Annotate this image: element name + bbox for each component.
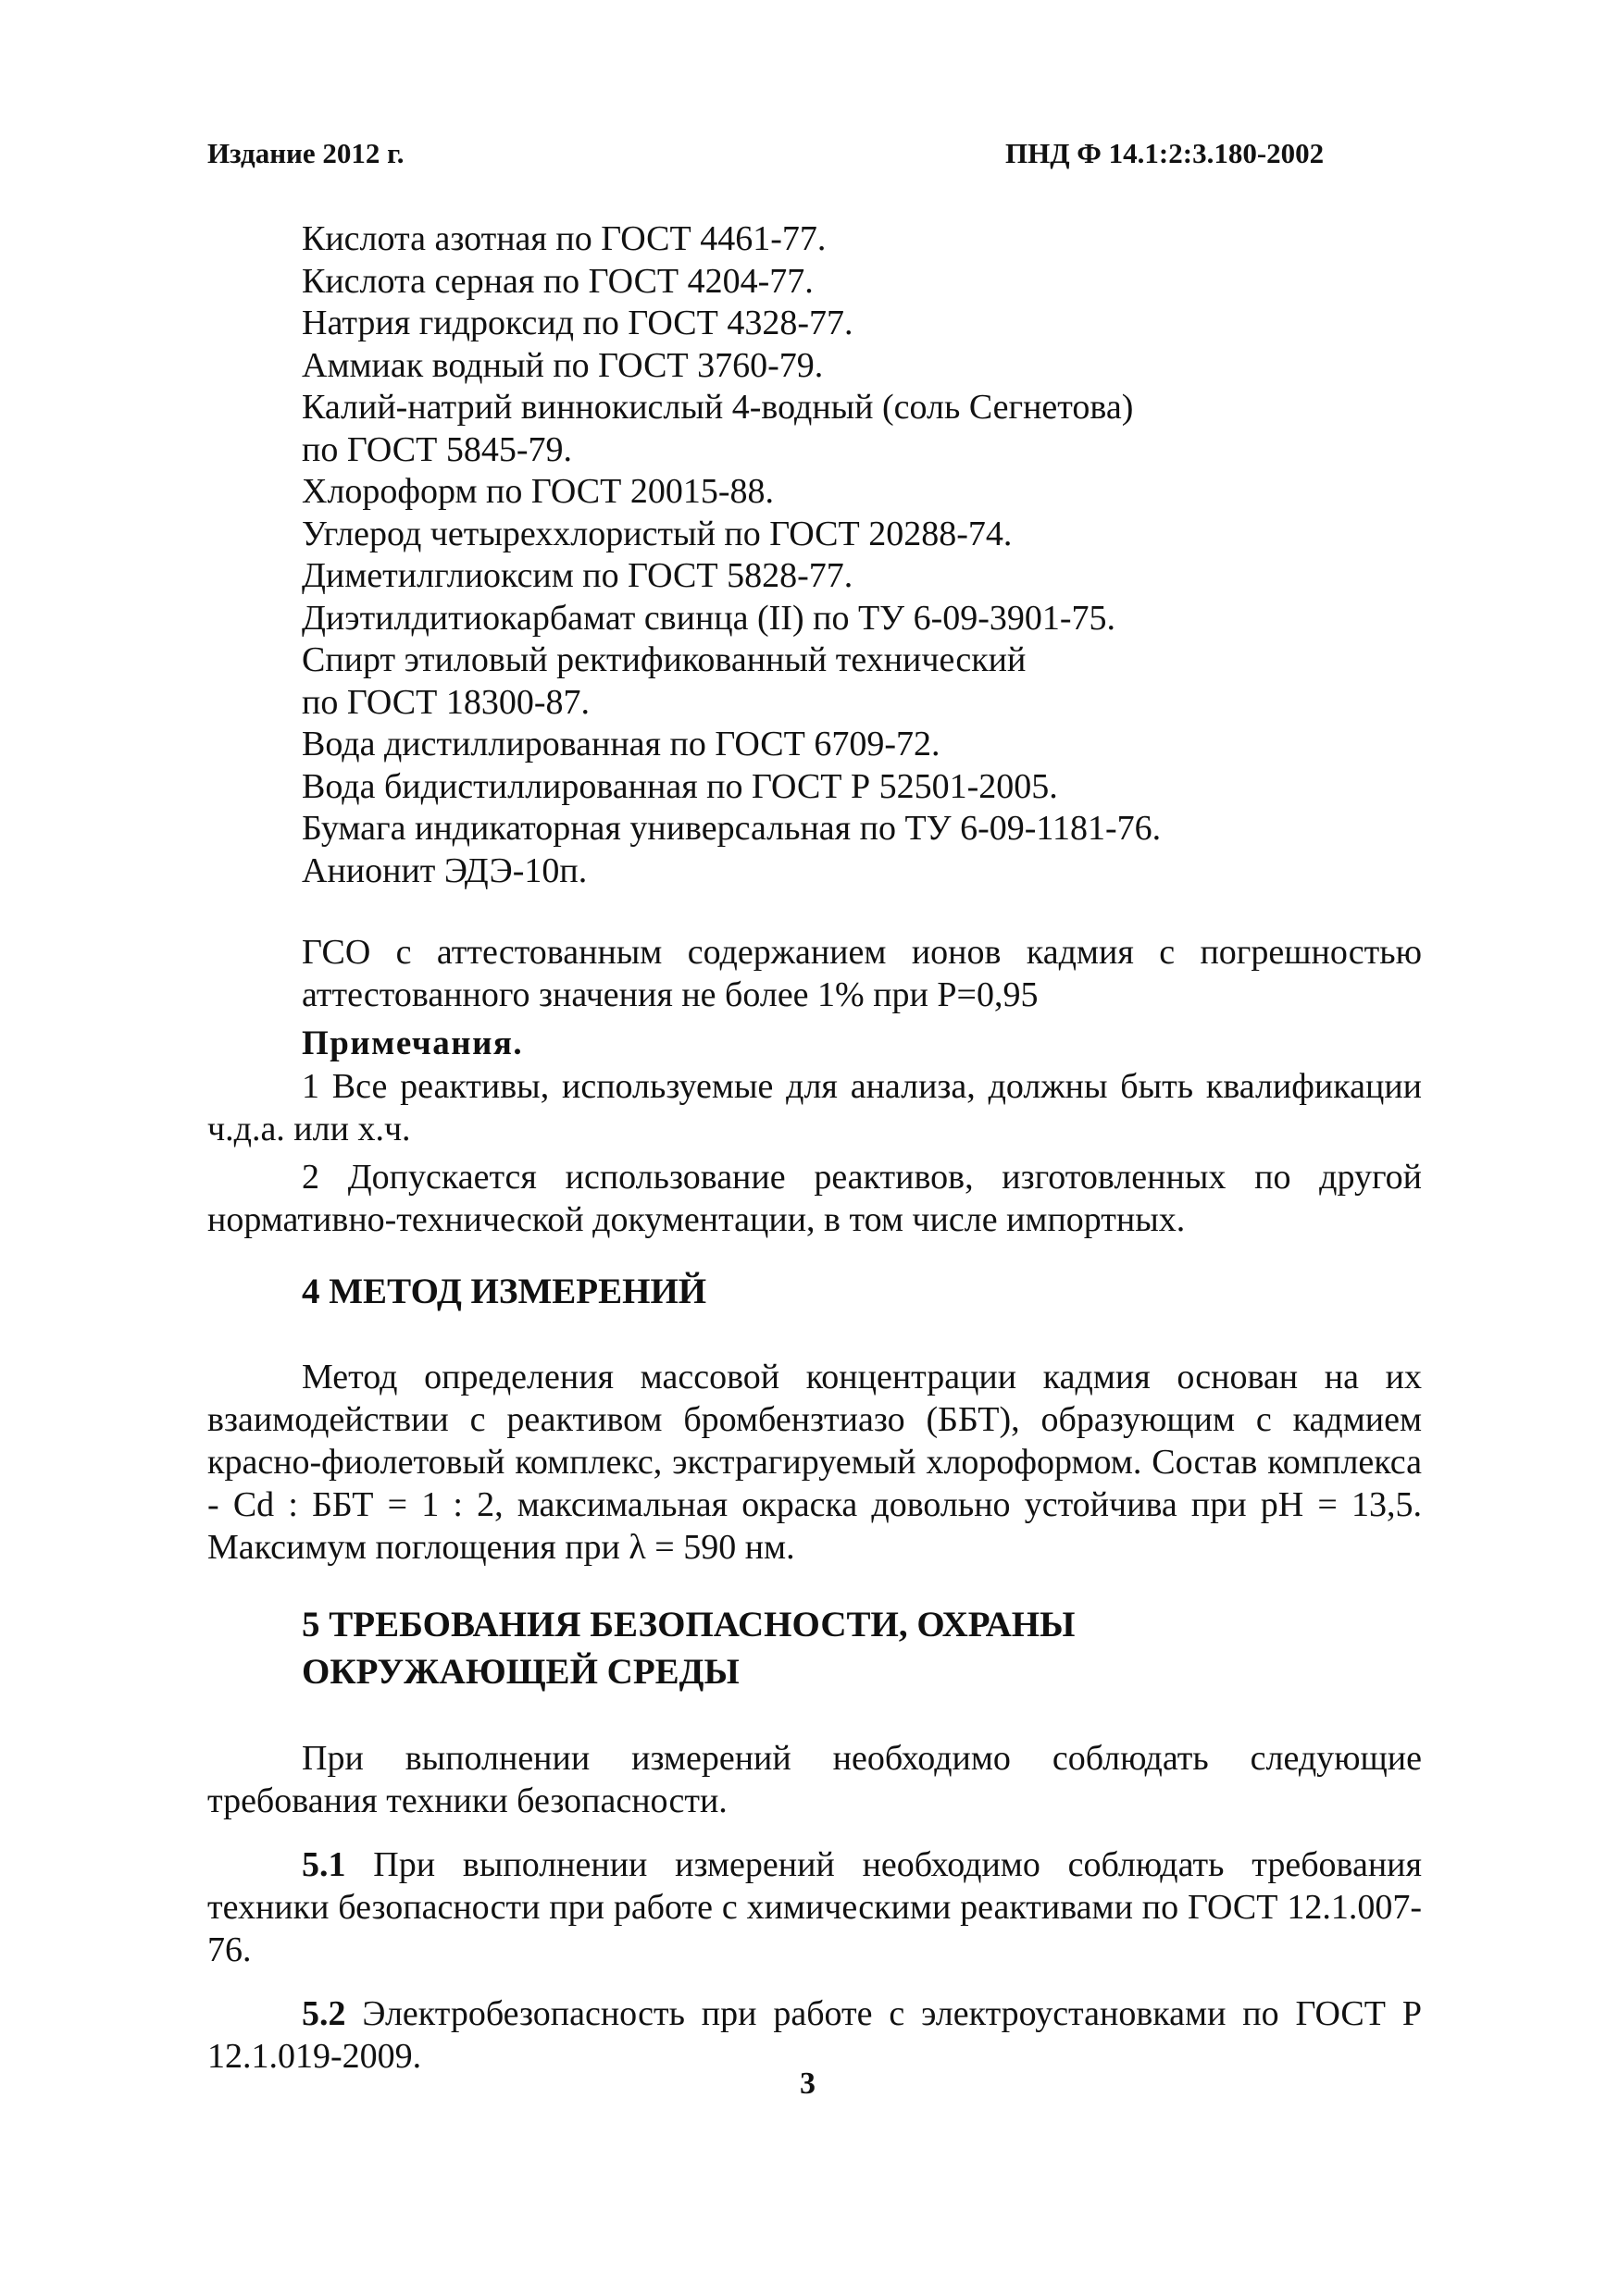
reagent-line: Вода дистиллированная по ГОСТ 6709-72. [302,725,940,763]
notes-title: Примечания. [302,1024,524,1062]
section-4-heading: 4 МЕТОД ИЗМЕРЕНИЙ [302,1272,707,1311]
note-item: 1 Все реактивы, используемые для анализа, должны быть квалификации ч.д.а. или х.ч. [207,1067,1422,1148]
reagent-line: Спирт этиловый ректификованный технический [302,640,1027,679]
reagent-line: Хлороформ по ГОСТ 20015-88. [302,472,774,511]
reagent-line: по ГОСТ 5845-79. [302,429,572,469]
reagent-line: Натрия гидроксид по ГОСТ 4328-77. [302,304,853,342]
notes-list [207,1065,1422,1241]
reagent-line: Диэтилдитиокарбамат свинца (II) по ТУ 6-09-3901-75. [302,598,1116,638]
reagent-line: по ГОСТ 18300-87. [302,682,590,722]
section-5-intro-block [207,1737,1422,1822]
section-5-heading-line1: 5 ТРЕБОВАНИЯ БЕЗОПАСНОСТИ, ОХРАНЫ [302,1605,1076,1644]
document-code: ПНД Ф 14.1:2:3.180-2002 [1005,137,1325,169]
reagent-line: Диметилглиоксим по ГОСТ 5828-77. [302,556,853,595]
section-5-intro: При выполнении измерений необходимо соблюдать следующие требования техники безопасности. [207,1739,1422,1820]
section-4-body [207,1356,1422,1569]
reagent-line: Кислота серная по ГОСТ 4204-77. [302,261,814,301]
reagents-list [302,218,1418,892]
reagent-line: Углерод четыреххлористый по ГОСТ 20288-74. [302,514,1013,553]
note-item: 2 Допускается использование реактивов, изготовленных по другой нормативно-технической документации, в том числе импортных. [207,1158,1422,1239]
reagent-line: Анионит ЭДЭ-10п. [302,850,588,890]
reagent-line: Калий-натрий виннокислый 4-водный (соль Сегнетова) [302,388,1134,427]
reagent-line: Кислота азотная по ГОСТ 4461-77. [302,219,827,258]
item-number: 5.2 [302,1994,346,2033]
gso-text: ГСО с аттестованным содержанием ионов кадмия с погрешностью аттестованного значения не более 1% при Р=0,95 [302,933,1422,1014]
section-5-item-1-text [207,1843,1422,1971]
edition-label: Издание 2012 г. [207,137,405,169]
reagent-line: Аммиак водный по ГОСТ 3760-79. [302,345,824,385]
item-text: Электробезопасность при работе с электроустановками по ГОСТ Р 12.1.019-2009. [207,1994,1422,2076]
reagent-line: Бумага индикаторная универсальная по ТУ 6-09-1181-76. [302,809,1162,848]
item-text: При выполнении измерений необходимо соблюдать требования техники безопасности при работе с химическими реактивами по ГОСТ 12.1.007-76. [207,1845,1422,1969]
item-number: 5.1 [302,1845,346,1884]
section-5-item-1 [207,1843,1422,1971]
gso-paragraph [302,931,1422,1016]
page-number: 3 [800,2066,816,2101]
section-5-heading-line2: ОКРУЖАЮЩЕЙ СРЕДЫ [302,1652,740,1692]
reagent-line: Вода бидистиллированная по ГОСТ Р 52501-2005. [302,766,1058,806]
section-4-text: Метод определения массовой концентрации кадмия основан на их взаимодействии с реактивом бромбензтиазо (ББТ), образующим с кадмием красно-фиолетовый комплекс, экстрагируемый хлороформом. Состав комплекса - Cd : ББТ = 1 : 2, максимальная окраска довольно устойчива при рН = 13,5. Максимум поглощения при λ = 590 нм. [207,1358,1422,1567]
